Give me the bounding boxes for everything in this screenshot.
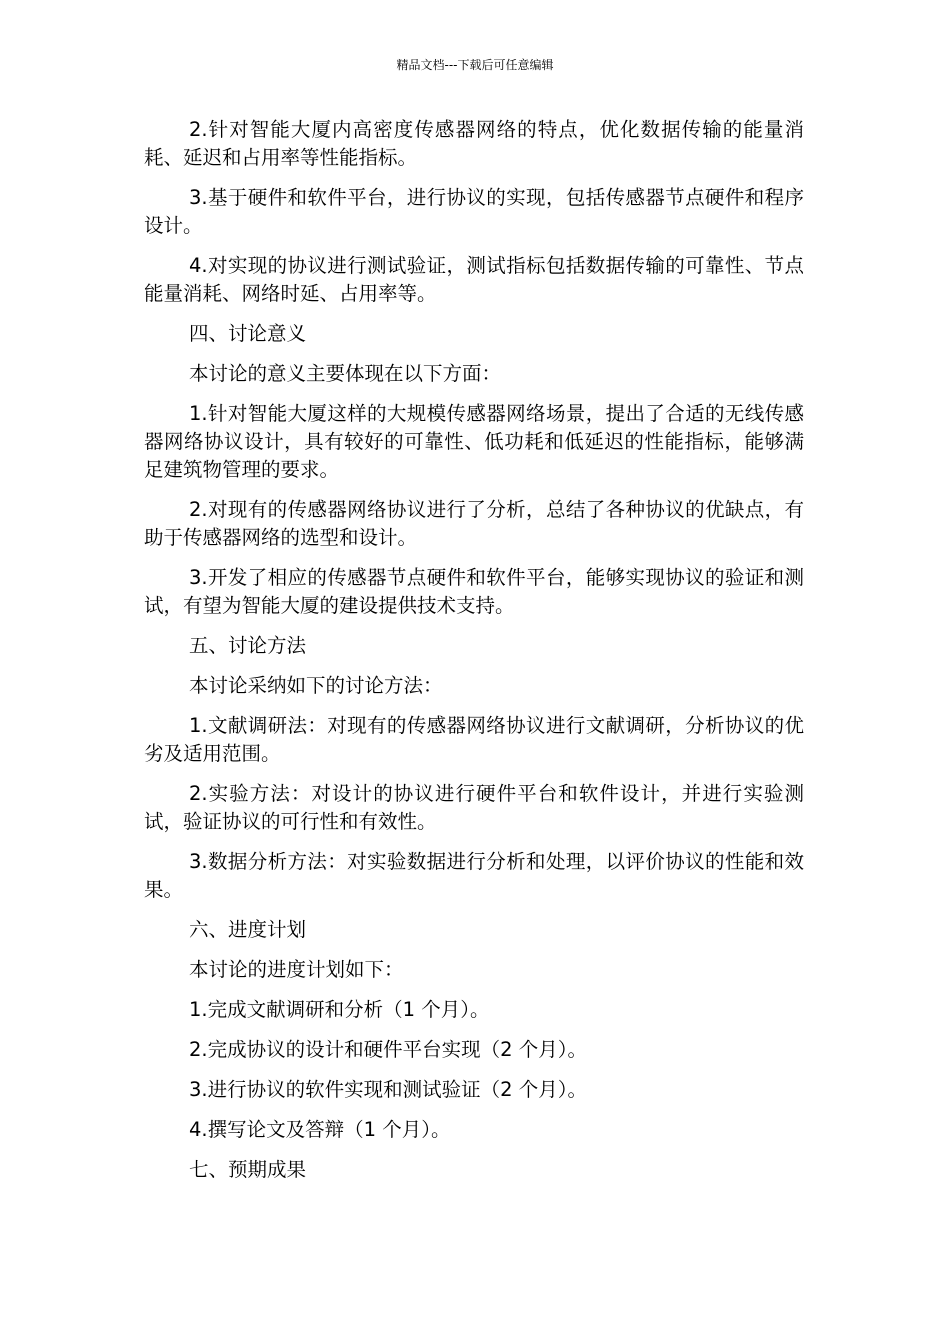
- paragraph-methods-intro: 本讨论采纳如下的讨论方法：: [189, 674, 443, 697]
- paragraph-schedule-intro: 本讨论的进度计划如下：: [189, 958, 404, 981]
- paragraph-significance-1: 1.针对智能大厦这样的大规模传感器网络场景，提出了合适的无线传感器网络协议设计，具有较好的可靠性、低功耗和低延迟的性能指标，能够满足建筑物管理的要求。: [144, 402, 804, 481]
- paragraph-goal-3: 3.基于硬件和软件平台，进行协议的实现，包括传感器节点硬件和程序设计。: [144, 186, 804, 237]
- paragraph-schedule-2: 2.完成协议的设计和硬件平台实现（2 个月）。: [189, 1038, 587, 1061]
- section-heading-outcomes: 七、预期成果: [189, 1158, 307, 1181]
- paragraph-schedule-3: 3.进行协议的软件实现和测试验证（2 个月）。: [189, 1078, 587, 1101]
- paragraph-goal-2: 2.针对智能大厦内高密度传感器网络的特点，优化数据传输的能量消耗、延迟和占用率等性能指标。: [144, 118, 804, 169]
- paragraph-schedule-4: 4.撰写论文及答辩（1 个月）。: [189, 1118, 451, 1141]
- paragraph-schedule-1: 1.完成文献调研和分析（1 个月）。: [189, 998, 490, 1021]
- document-body: [144, 116, 804, 1196]
- paragraph-significance-3: 3.开发了相应的传感器节点硬件和软件平台，能够实现协议的验证和测试，有望为智能大厦的建设提供技术支持。: [144, 566, 804, 617]
- page-header: 精品文档---下载后可任意编辑: [396, 58, 554, 72]
- section-heading-methods: 五、讨论方法: [189, 634, 307, 657]
- section-heading-schedule: 六、进度计划: [189, 918, 307, 941]
- paragraph-significance-intro: 本讨论的意义主要体现在以下方面：: [189, 362, 502, 385]
- paragraph-method-3: 3.数据分析方法：对实验数据进行分析和处理，以评价协议的性能和效果。: [144, 850, 804, 901]
- paragraph-method-1: 1.文献调研法：对现有的传感器网络协议进行文献调研，分析协议的优劣及适用范围。: [144, 714, 804, 765]
- paragraph-method-2: 2.实验方法：对设计的协议进行硬件平台和软件设计，并进行实验测试，验证协议的可行性和有效性。: [144, 782, 804, 833]
- section-heading-significance: 四、讨论意义: [189, 322, 307, 345]
- paragraph-goal-4: 4.对实现的协议进行测试验证，测试指标包括数据传输的可靠性、节点能量消耗、网络时延、占用率等。: [144, 254, 804, 305]
- paragraph-significance-2: 2.对现有的传感器网络协议进行了分析，总结了各种协议的优缺点，有助于传感器网络的选型和设计。: [144, 498, 804, 549]
